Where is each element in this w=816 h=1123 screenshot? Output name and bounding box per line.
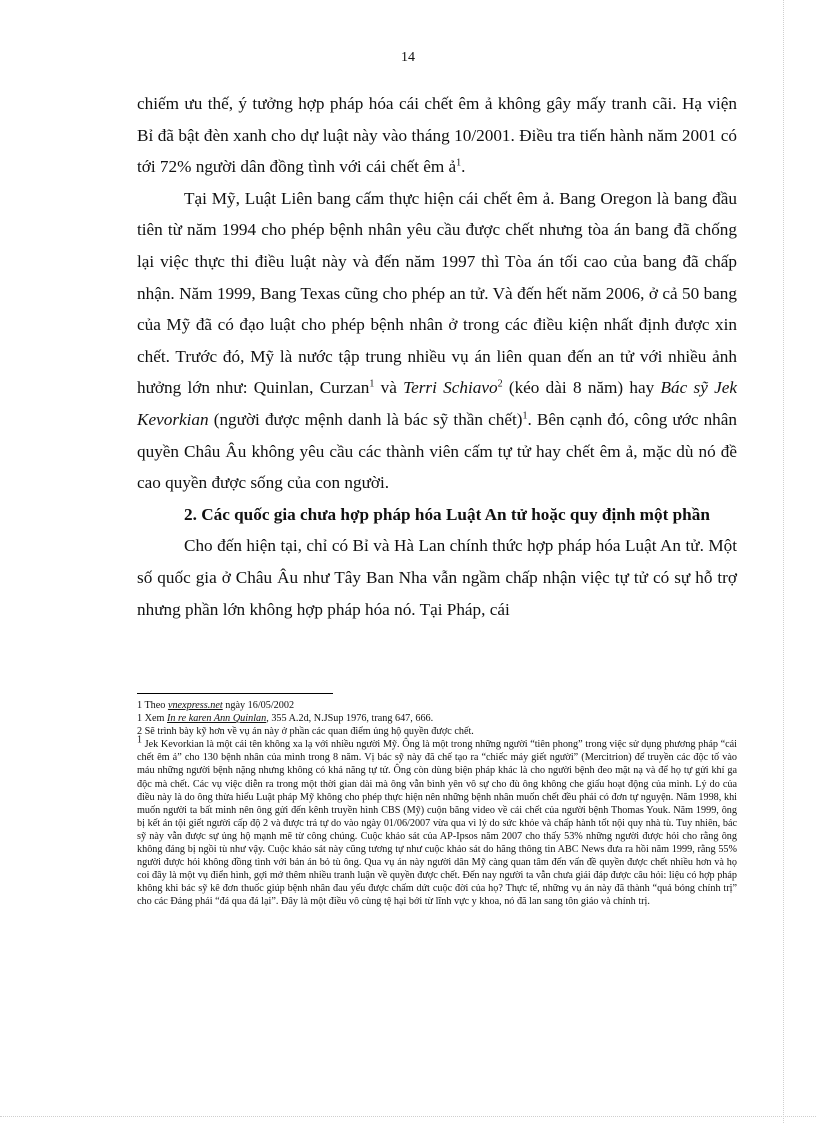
footnote-case-name: In re karen Ann Quinlan <box>167 713 267 725</box>
footnote-text: Sẽ trình bày kỹ hơn về vụ án này ở phần các quan điểm ủng hộ quyền được chết. <box>142 726 474 738</box>
footnote-1 <box>137 699 737 712</box>
footnote-3 <box>137 725 737 738</box>
footnote-number: 2 <box>137 726 143 738</box>
footnote-ref: 1 <box>522 410 528 422</box>
body-text <box>137 88 737 625</box>
footnotes <box>137 699 737 909</box>
footnote-ref: 2 <box>497 378 503 390</box>
footnote-ref: 1 <box>456 157 462 169</box>
paragraph-2-text-a: Tại Mỹ, Luật Liên bang cấm thực hiện cái chết êm ả. Bang Oregon là bang đầu tiên từ năm 1994 cho phép bệnh nhân yêu cầu được chết nhưng tòa án bang đã chống lại việc thực thi điều luật này và đến năm 1997 thì Tòa án tối cao của bang đã chấp nhận. Năm 1999, Bang Texas cũng cho phép an tử. Và đến hết năm 2006, ở cả 50 bang của Mỹ đã có đạo luật cho phép bệnh nhân ở trong các điều kiện nhất định được xin chết. Trước đó, Mỹ là nước tập trung nhiều vụ án liên quan đến an tử với nhiều ảnh hưởng lớn như: Quinlan, Curzan <box>137 188 737 398</box>
paragraph-2-text-e: . Bên cạnh đó, công ước nhân quyền Châu Âu không yêu cầu các thành viên cấm tự tử hay chết êm ả, mặc dù nó đề cao quyền được sống của con người. <box>137 409 737 493</box>
case-name-kevorkian: Bác sỹ Jek Kevorkian <box>137 378 737 429</box>
page-number: 14 <box>401 50 415 65</box>
footnote-2 <box>137 712 737 725</box>
section-heading: 2. Các quốc gia chưa hợp pháp hóa Luật An tử hoặc quy định một phần <box>184 504 710 524</box>
paragraph-2-text-b: và <box>374 378 404 398</box>
paragraph-1 <box>137 88 737 183</box>
footnote-4 <box>137 734 737 908</box>
margin-guide-right <box>783 0 784 1123</box>
paragraph-2 <box>137 183 737 499</box>
paragraph-2-text-c: (kéo dài 8 năm) hay <box>502 378 661 398</box>
paragraph-1-end: . <box>461 157 466 177</box>
footnote-text: , 355 A.2d, N.JSup 1976, trang 647, 666. <box>266 713 434 725</box>
paragraph-3: Cho đến hiện tại, chỉ có Bỉ và Hà Lan chính thức hợp pháp hóa Luật An tử. Một số quốc gia ở Châu Âu như Tây Ban Nha vẫn ngầm chấp nhận việc tự tử có sự hỗ trợ nhưng phần lớn không hợp pháp hóa nó. Tại Pháp, cái <box>137 536 737 619</box>
footnote-separator <box>137 693 333 694</box>
footnote-text: Xem <box>142 713 167 725</box>
margin-guide-bottom <box>0 1116 816 1117</box>
footnote-number: 1 <box>137 700 143 711</box>
footnote-number: 1 <box>137 734 142 746</box>
paragraph-2-text-d: (người được mệnh danh là bác sỹ thần chết) <box>208 409 523 429</box>
case-name-schiavo: Terri Schiavo <box>403 378 498 398</box>
footnote-text: Jek Kevorkian là một cái tên không xa lạ với nhiều người Mỹ. Ông là một trong những người “tiên phong” trong việc sử dụng phương pháp “cái chết êm ả” cho 130 bệnh nhân của mình trong 8 năm. Vị bác sỹ này đã chế tạo ra “chiếc máy giết người” (Mercitrion) để truyền các độc tố vào máu những người bệnh nặng nhưng không có khả năng tự tử. Ông còn dùng biện pháp khác là cho người bệnh đeo mặt nạ và để họ tự gửi khí ga độc mà chết. Các vụ việc diễn ra trong một thời gian dài mà ông vẫn bình yên vô sự cho đù ông không che giấu hoạt động của mình. Lý do của điều này là do ông thừa hiểu Luật pháp Mỹ không cho phép thực hiện nên những bệnh nhân muốn chết đều phải có đơn tự nguyện. Năm 1998, khi muốn người ta bất minh nên ông gửi đến kênh truyền hình CBS (Mỹ) cuộn băng video về cái chết của người bệnh Thomas Youk. Năm 1999, ông bị kết án tội giết người cấp độ 2 và được trả tự do vào ngày 01/06/2007 vừa qua vì lý do sức khỏe và chấp hành tốt nội quy nhà tù. Tuy nhiên, bác sỹ này vẫn được sự ủng hộ mạnh mẽ từ công chúng. Cuộc khảo sát của AP-Ipsos năm 2007 cho thấy 53% những người được hỏi cho rằng ông không đáng bị ngồi tù như vậy. Cuộc khảo sát này cũng tương tự như cuộc khảo sát do hãng thông tin ABC News đưa ra hồi năm 1999, rằng 55% người được hỏi không đồng tình với bản án bỏ tù ông. Qua vụ án này người dân Mỹ càng quan tâm đến vấn đề quyền được chết nhiều hơn và họ coi đây là một vụ điển hình, gợi mở thêm nhiều tranh luận về quyền được chết. Đến nay người ta vẫn chưa giải đáp được câu hỏi: liệu có hợp pháp không khi bác sỹ kê đơn thuốc giúp bệnh nhân đau yếu được chấm dứt cuộc đời của họ? Thực tế, những vụ án này đã thành “quả bóng chính trị” cho các Đảng phái “đá qua đá lại”. Đây là một điều vô cùng tệ hại bởi từ lĩnh vực y khoa, nó đã lan sang tôn giáo và chính trị. <box>137 739 737 908</box>
footnote-link[interactable]: vnexpress.net <box>167 700 223 711</box>
footnote-text: ngày 16/05/2002 <box>222 700 295 711</box>
footnote-ref: 1 <box>369 378 375 390</box>
paragraph-1-text: chiếm ưu thế, ý tưởng hợp pháp hóa cái chết êm ả không gây mấy tranh cãi. Hạ viện Bỉ đã bật đèn xanh cho dự luật này vào tháng 10/2001. Điều tra tiến hành năm 2001 có tới 72% người dân đồng tình với cái chết êm ả <box>137 94 737 177</box>
footnote-number: 1 <box>137 713 143 725</box>
footnote-text: Theo <box>142 700 168 711</box>
